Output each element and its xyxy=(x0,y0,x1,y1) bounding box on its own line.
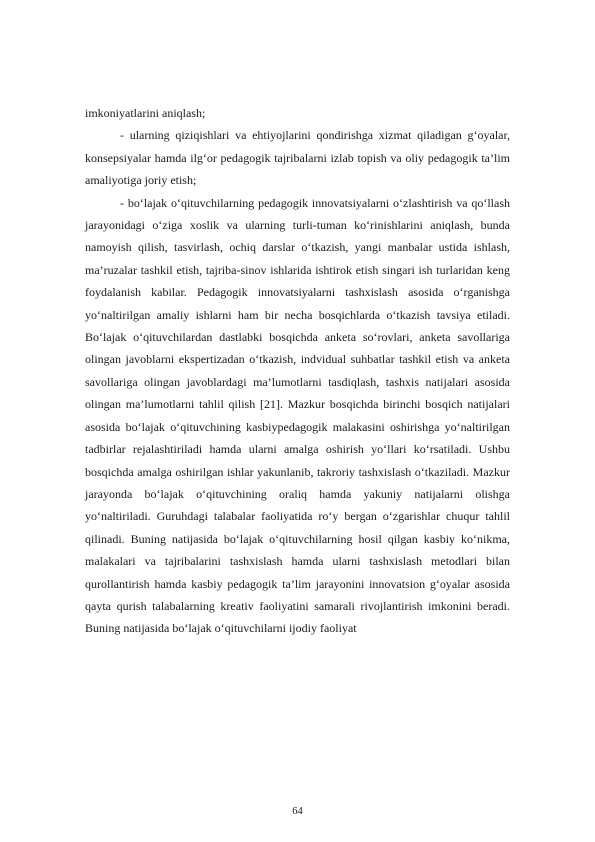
page-number: 64 xyxy=(292,806,303,817)
paragraph-list-item-main: - bo‘lajak o‘qituvchilarning pedagogik innovatsiyalarni o‘zlashtirish va qo‘llash jarayonidagi o‘ziga xoslik va ularning turli-tuman ko‘rinishlarini aniqlash, bunda namoyish qilish, tasvirlash, ochiq darslar o‘tkazish, yangi manbalar ustida ishlash, ma’ruzalar tashkil etish, tajriba-sinov ishlarida ishtirok etish singari ish turlaridan keng foydalanish kabilar. Pedagogik innovatsiyalarni tashxislash asosida o‘rganishga yo‘naltirilgan amaliy ishlarni ham bir necha bosqichlarda o‘tkazish tavsiya etiladi. Bo‘lajak o‘qituvchilardan dastlabki bosqichda anketa so‘rovlari, anketa savollariga olingan javoblarni ekspertizadan o‘tkazish, indvidual suhbatlar tashkil etish va anketa savollariga olingan javoblardagi ma’lumotlarni tasdiqlash, tashxis natijalari asosida olingan ma’lumotlarni tahlil qilish [21]. Mazkur bosqichda birinchi bosqich natijalari asosida bo‘lajak o‘qituvchining kasbiypedagogik malakasini oshirishga yo‘naltirilgan tadbirlar rejalashtiriladi hamda ularni amalga oshirish yo‘llari ko‘rsatiladi. Ushbu bosqichda amalga oshirilgan ishlar yakunlanib, takroriy tashxislash o‘tkaziladi. Mazkur jarayonda bo‘lajak o‘qituvchining oraliq hamda yakuniy natijalarni olishga yo‘naltiriladi. Guruhdagi talabalar faoliyatida ro‘y bergan o‘zgarishlar chuqur tahlil qilinadi. Buning natijasida bo‘lajak o‘qituvchilarning hosil qilgan kasbiy ko‘nikma, malakalari va tajribalarini tashxislash hamda ularni tashxislash metodlari bilan qurollantirish hamda kasbiy pedagogik ta’lim jarayonini innovatsion g‘oyalar asosida qayta qurish talabalarning kreativ faoliyatini samarali rivojlantirish imkonini beradi. Buning natijasida bo‘lajak o‘qituvchilarni ijodiy faoliyat xyxy=(85,195,510,636)
paragraph-continuation: imkoniyatlarini aniqlash; xyxy=(85,106,206,120)
body-text xyxy=(85,102,510,640)
paragraph-list-item: - ularning qiziqishlari va ehtiyojlarini qondirishga xizmat qiladigan g‘oyalar, konsepsiyalar hamda ilg‘or pedagogik tajribalarni izlab topish va oliy pedagogik ta’lim amaliyotiga joriy etish; xyxy=(85,128,510,188)
